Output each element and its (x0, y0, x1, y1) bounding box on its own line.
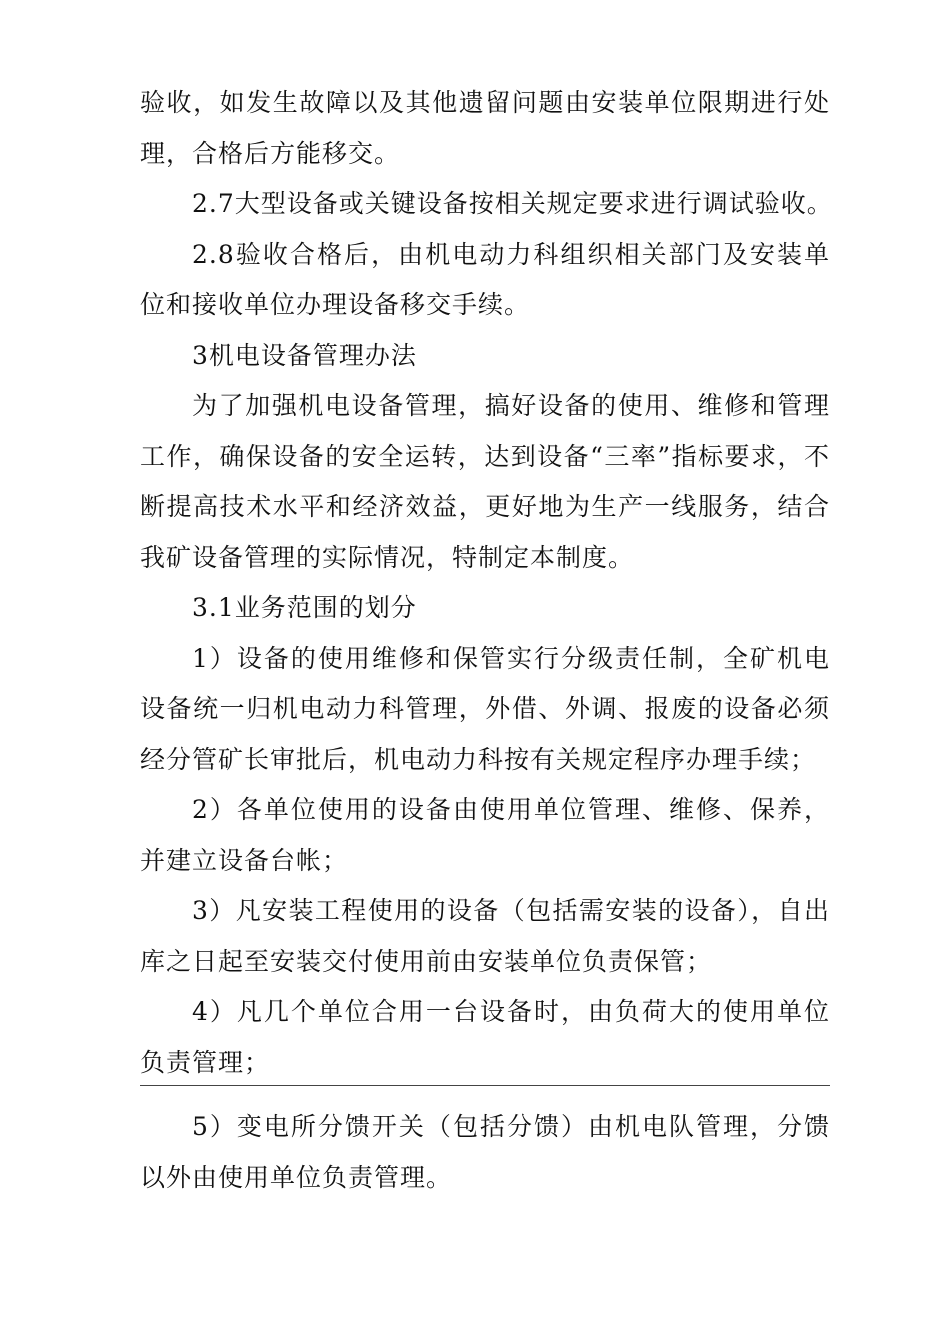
document-body-upper (140, 78, 833, 1088)
paragraph-3-intro: 为了加强机电设备管理，搞好设备的使用、维修和管理工作，确保设备的安全运转，达到设备“三率”指标要求，不断提高技术水平和经济效益，更好地为生产一线服务，结合我矿设备管理的实际情况，特制定本制度。 (140, 391, 830, 572)
paragraph-2-8: 2.8验收合格后，由机电动力科组织相关部门及安装单位和接收单位办理设备移交手续。 (140, 239, 830, 319)
list-item-5: 5）变电所分馈开关（包括分馈）由机电队管理，分馈以外由使用单位负责管理。 (140, 1112, 830, 1192)
list-item-1: 1）设备的使用维修和保管实行分级责任制，全矿机电设备统一归机电动力科管理，外借、外调、报废的设备必须经分管矿长审批后，机电动力科按有关规定程序办理手续； (140, 643, 830, 774)
document-body-lower (140, 1102, 830, 1203)
list-item-3: 3）凡安装工程使用的设备（包括需安装的设备），自出库之日起至安装交付使用前由安装单位负责保管； (140, 896, 830, 976)
page-divider (140, 1085, 830, 1086)
paragraph-acceptance-continued: 验收，如发生故障以及其他遗留问题由安装单位限期进行处理，合格后方能移交。 (140, 88, 830, 168)
list-item-4: 4）凡几个单位合用一台设备时，由负荷大的使用单位负责管理； (140, 997, 830, 1077)
list-item-2: 2）各单位使用的设备由使用单位管理、维修、保养，并建立设备台帐； (140, 795, 830, 875)
section-heading-3: 3机电设备管理办法 (192, 340, 417, 370)
section-heading-3-1: 3.1业务范围的划分 (192, 593, 417, 622)
paragraph-2-7: 2.7大型设备或关键设备按相关规定要求进行调试验收。 (192, 189, 833, 218)
